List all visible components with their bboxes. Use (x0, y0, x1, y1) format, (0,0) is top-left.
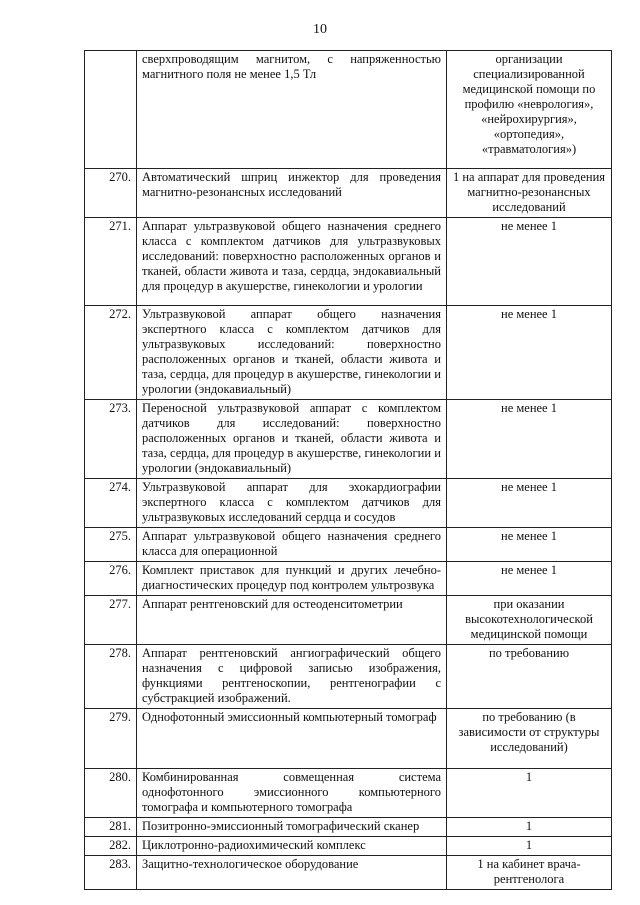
row-number-cell: 270. (85, 169, 137, 218)
table-row (85, 528, 612, 562)
table-row (85, 709, 612, 769)
table-row (85, 856, 612, 890)
equipment-description-cell: Аппарат рентгеновский для остеоденситометрии (137, 596, 447, 645)
table-row (85, 562, 612, 596)
row-number-cell: 273. (85, 400, 137, 479)
table-row (85, 306, 612, 400)
row-number-cell (85, 51, 137, 169)
equipment-description-cell: Циклотронно-радиохимический комплекс (137, 837, 447, 856)
table-row (85, 818, 612, 837)
equipment-description-cell: Аппарат ультразвуковой общего назначения среднего класса с комплектом датчиков для ультразвуковых исследований: поверхностно расположенных органов и тканей, области живота и таза, сердца, эндокавиальный для процедур в акушерстве, гинекологии и урологии (137, 218, 447, 306)
table-row (85, 169, 612, 218)
quantity-requirement-cell: по требованию (447, 645, 612, 709)
equipment-description-cell: сверхпроводящим магнитом, с напряженностью магнитного поля не менее 1,5 Тл (137, 51, 447, 169)
equipment-description-cell: Однофотонный эмиссионный компьютерный томограф (137, 709, 447, 769)
row-number-cell: 274. (85, 479, 137, 528)
quantity-requirement-cell: 1 на кабинет врача-рентгенолога (447, 856, 612, 890)
equipment-description-cell: Автоматический шприц инжектор для проведения магнитно-резонансных исследований (137, 169, 447, 218)
quantity-requirement-cell: не менее 1 (447, 562, 612, 596)
row-number-cell: 276. (85, 562, 137, 596)
table-row (85, 645, 612, 709)
quantity-requirement-cell: не менее 1 (447, 528, 612, 562)
equipment-description-cell: Ультразвуковой аппарат для эхокардиографии экспертного класса с комплектом датчиков для ультразвуковых исследований сердца и сосудов (137, 479, 447, 528)
table-row (85, 479, 612, 528)
quantity-requirement-cell: 1 на аппарат для проведения магнитно-резонансных исследований (447, 169, 612, 218)
equipment-description-cell: Ультразвуковой аппарат общего назначения экспертного класса с комплектом датчиков для ультразвуковых исследований: поверхностно расположенных органов и тканей, области живота и таза, сердца, для процедур в акушерстве, гинекологии и урологии (эндокавиальный) (137, 306, 447, 400)
row-number-cell: 279. (85, 709, 137, 769)
table-row (85, 51, 612, 169)
quantity-requirement-cell: не менее 1 (447, 479, 612, 528)
quantity-requirement-cell: 1 (447, 769, 612, 818)
quantity-requirement-cell: организации специализированной медицинской помощи по профилю «неврология», «нейрохирургия», «ортопедия», «травматология») (447, 51, 612, 169)
equipment-table (84, 50, 612, 890)
row-number-cell: 272. (85, 306, 137, 400)
row-number-cell: 277. (85, 596, 137, 645)
row-number-cell: 283. (85, 856, 137, 890)
equipment-description-cell: Позитронно-эмиссионный томографический сканер (137, 818, 447, 837)
quantity-requirement-cell: при оказании высокотехнологической медицинской помощи (447, 596, 612, 645)
equipment-table-body (85, 51, 612, 890)
quantity-requirement-cell: не менее 1 (447, 306, 612, 400)
equipment-description-cell: Аппарат ультразвуковой общего назначения среднего класса для операционной (137, 528, 447, 562)
equipment-description-cell: Переносной ультразвуковой аппарат с комплектом датчиков для исследований: поверхностно расположенных органов и тканей, области живота и таза, сердца, для процедур в акушерстве, гинекологии и урологии (эндокавиальный) (137, 400, 447, 479)
quantity-requirement-cell: по требованию (в зависимости от структуры исследований) (447, 709, 612, 769)
table-row (85, 218, 612, 306)
table-row (85, 596, 612, 645)
page-number: 10 (313, 22, 327, 37)
row-number-cell: 280. (85, 769, 137, 818)
quantity-requirement-cell: не менее 1 (447, 218, 612, 306)
quantity-requirement-cell: 1 (447, 818, 612, 837)
table-row (85, 769, 612, 818)
row-number-cell: 281. (85, 818, 137, 837)
equipment-description-cell: Аппарат рентгеновский ангиографический общего назначения с цифровой записью изображения, функциями рентгеноскопии, рентгенографии с субстракцией изображений. (137, 645, 447, 709)
quantity-requirement-cell: не менее 1 (447, 400, 612, 479)
table-row (85, 837, 612, 856)
table-row (85, 400, 612, 479)
row-number-cell: 278. (85, 645, 137, 709)
quantity-requirement-cell: 1 (447, 837, 612, 856)
row-number-cell: 275. (85, 528, 137, 562)
row-number-cell: 282. (85, 837, 137, 856)
equipment-description-cell: Защитно-технологическое оборудование (137, 856, 447, 890)
row-number-cell: 271. (85, 218, 137, 306)
equipment-description-cell: Комплект приставок для пункций и других лечебно-диагностических процедур под контролем ультрозвука (137, 562, 447, 596)
equipment-description-cell: Комбинированная совмещенная система однофотонного эмиссионного компьютерного томографа и компьютерного томографа (137, 769, 447, 818)
